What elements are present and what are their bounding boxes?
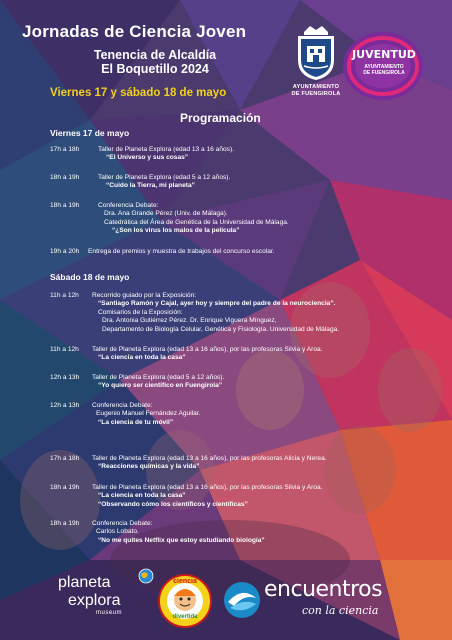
planeta-explora-logo-line3: museum (96, 610, 123, 616)
event-description: Taller de Planeta Explora (edad 13 a 16 años), por las profesoras Alicia y Nerea. “Reacciones químicas y la vida” (92, 455, 327, 471)
encuentros-swirl-icon (222, 580, 262, 620)
event-description: Recorrido guiado por la Exposición: “Santiago Ramón y Cajal, ayer hoy y siempre del padre de la neurociencia”. Comisarios de la Exposición: Dra. Antonia Gutiérrez Pérez. Dr. Enrique Viguera Mínguez, Departamento de Biología Celular, Genética y Fisiología. Universidad de Málaga. (92, 292, 340, 333)
ciencia-divertida-bottom-text: divertida (172, 614, 198, 620)
ayuntamiento-shield-logo (290, 22, 342, 82)
page-title: Jornadas de Ciencia Joven (22, 22, 247, 41)
encuentros-logo-line2: con la ciencia (302, 604, 379, 617)
event-dates: Viernes 17 y sábado 18 de mayo (50, 87, 227, 99)
event-time: 11h a 12h (50, 292, 79, 299)
subtitle-line-1: Tenencia de Alcaldía (93, 48, 217, 62)
event-description: Taller de Planeta Explora (edad 13 a 16 años), por las profesoras Silvia y Aroa. “La ciencia en toda la casa” “Observando cómo los científicos y científicas” (92, 484, 323, 508)
event-time: 18h a 19h (50, 520, 80, 527)
event-description: Conferencia Debate: Eugenio Manuel Fernández Aguilar. “La ciencia de tu móvil” (92, 402, 201, 426)
day1-heading: Viernes 17 de mayo (50, 128, 130, 138)
planeta-explora-logo-line1: planeta (58, 574, 111, 591)
event-time: 17h a 18h (50, 455, 80, 462)
subtitle-line-2: El Boquetillo 2024 (101, 62, 209, 76)
event-description: Taller de Planeta Explora (edad 5 a 12 años). “Yo quiero ser científico en Fuengirola” (92, 374, 225, 390)
event-description: Taller de Planeta Explora (edad 5 a 12 años). “Cuido la Tierra, mi planeta” (98, 174, 231, 190)
event-time: 12h a 13h (50, 402, 80, 409)
day2-heading: Sábado 18 de mayo (50, 272, 130, 282)
juventud-sublabel: AYUNTAMIENTO DE FUENGIROLA (363, 64, 405, 76)
globe-icon (138, 568, 154, 584)
event-description: Conferencia Debate: Dra. Ana Grande Pérez (Univ. de Málaga). Catedrática del Área de Genética de la Universidad de Málaga. “¿Son los virus los malos de la película” (98, 202, 289, 235)
event-time: 19h a 20h (50, 248, 80, 255)
event-description: Taller de Planeta Explora (edad 13 a 16 años), por las profesoras Silvia y Aroa. “La ciencia en toda la casa” (92, 346, 323, 362)
event-time: 18h a 19h (50, 484, 80, 491)
event-time: 18h a 19h (50, 174, 80, 181)
juventud-label: JUVENTUD (352, 48, 416, 61)
ayuntamiento-name: AYUNTAMIENTO DE FUENGIROLA (291, 84, 341, 97)
planeta-explora-logo-line2: explora (68, 592, 121, 609)
event-time: 11h a 12h (50, 346, 79, 353)
event-description: Entrega de premios y muestra de trabajos del concurso escolar. (88, 248, 275, 255)
event-time: 17h a 18h (50, 146, 80, 153)
subtitle (70, 48, 240, 76)
event-description: Taller de Planeta Explora (edad 13 a 16 años). “El Universo y sus cosas” (98, 146, 234, 162)
ciencia-divertida-top-text: ciencia (173, 578, 197, 585)
event-description: Conferencia Debate: Carlos Lobato. “No me quites Netflix que estoy estudiando biología” (92, 520, 265, 544)
event-time: 12h a 13h (50, 374, 80, 381)
event-time: 18h a 19h (50, 202, 80, 209)
program-heading: Programación (180, 111, 261, 125)
encuentros-logo-line1: encuentros (264, 577, 383, 602)
